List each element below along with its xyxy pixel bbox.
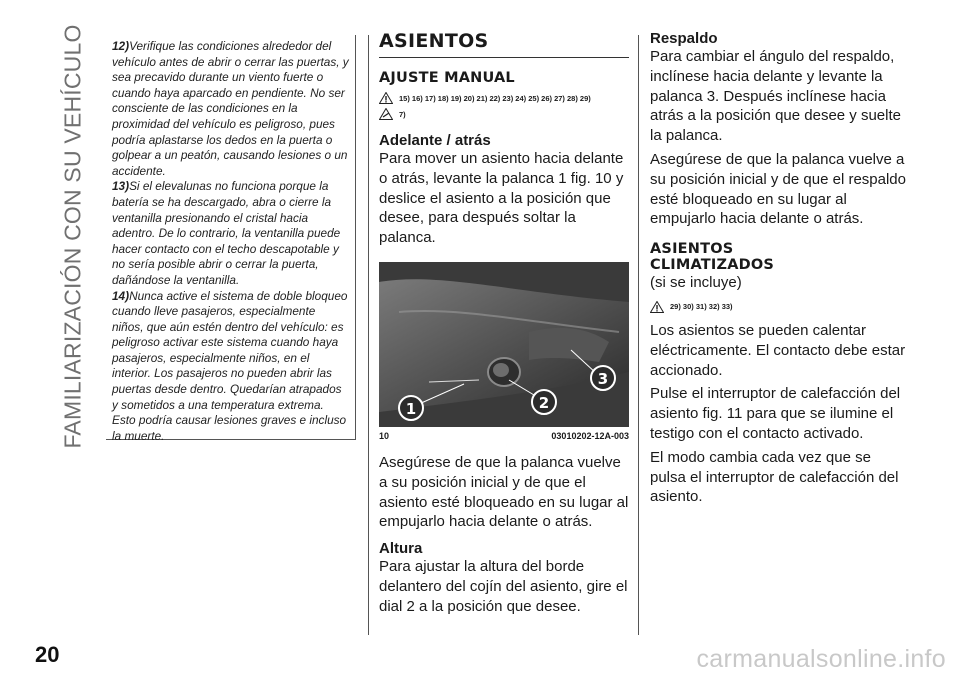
subsection-heading: AJUSTE MANUAL xyxy=(379,70,515,86)
warning-number: 12) xyxy=(112,39,130,53)
warning-note xyxy=(112,39,349,179)
watermark: carmanualsonline.info xyxy=(696,645,946,673)
figure-number: 10 xyxy=(379,430,390,441)
heated-seats-heading xyxy=(650,241,910,273)
warning-text: Si el elevalunas no funciona porque la batería se ha descargado, abra o cierre la ventanilla presionando el cristal hacia adentro. De lo contrario, la ventanilla puede hacer contacto con el techo descapotable y no sería posible abrir o cerrar la puerta, dañándose la ventanilla. xyxy=(112,179,341,287)
chapter-side-title xyxy=(58,23,88,449)
callout-2-label: 2 xyxy=(538,393,550,412)
warning-number: 14) xyxy=(112,288,130,303)
caution-refs xyxy=(379,108,629,120)
heated-seats-refs-text: 29) 30) 31) 32) 33) xyxy=(670,302,733,312)
caution-icon xyxy=(379,108,393,120)
backrest-and-heated-seats-column xyxy=(650,30,910,507)
heated-seats-text-1: Los asientos se pueden calentar eléctricamente. El contacto debe estar accionado. xyxy=(650,321,906,379)
adjust-forward-back-text-2: Asegúrese de que la palanca vuelve a su posición inicial y de que el asiento esté bloqueado en su lugar al empujarlo hacia delante o atrás. xyxy=(379,453,629,531)
section-heading: ASIENTOS xyxy=(379,30,629,58)
figure-caption xyxy=(379,431,629,441)
warning-notes-box xyxy=(106,35,356,443)
heated-seats-text-3: El modo cambia cada vez que se pulsa el interruptor de calefacción del asiento. xyxy=(650,448,899,506)
warning-triangle-icon xyxy=(650,301,664,313)
heated-seats-warning-refs xyxy=(650,301,910,313)
seat-lever-figure xyxy=(379,262,629,427)
backrest-text-1: Para cambiar el ángulo del respaldo, inclínese hacia delante y levante la palanca 3. Después inclínese hacia atrás a la posición que desee y suelte la palanca. xyxy=(650,48,901,145)
column-divider xyxy=(638,35,639,635)
seat-photo-illustration xyxy=(379,262,629,427)
warning-note xyxy=(112,179,349,288)
caution-refs-text: 7) xyxy=(399,109,406,119)
figure-code: 03010202-12A-003 xyxy=(551,430,629,441)
chapter-title-text: FAMILIARIZACIÓN CON SU VEHÍCULO xyxy=(59,23,86,449)
page-number: 20 xyxy=(35,642,60,667)
adjust-forward-back-text: Para mover un asiento hacia delante o atrás, levante la palanca 1 fig. 10 y deslice el asiento a la posición que desee, para después soltar la palanca. xyxy=(379,150,624,247)
heated-seats-heading-line2: CLIMATIZADOS xyxy=(650,257,775,274)
warning-number: 13) xyxy=(112,179,130,194)
adjust-forward-back-title: Adelante / atrás xyxy=(379,132,491,149)
warning-note xyxy=(112,289,349,445)
height-text: Para ajustar la altura del borde delantero del cojín del asiento, gire el dial 2 a la posición que desee. xyxy=(379,558,628,615)
seats-column xyxy=(379,30,629,617)
callout-1-label: 1 xyxy=(405,399,417,418)
warning-refs-text: 15) 16) 17) 18) 19) 20) 21) 22) 23) 24) 25) 26) 27) 28) 29) xyxy=(399,93,591,103)
heated-seats-note: (si se incluye) xyxy=(650,274,742,292)
heated-seats-text-2: Pulse el interruptor de calefacción del asiento fig. 11 para que se ilumine el testigo con el contacto activado. xyxy=(650,385,901,442)
backrest-text-2: Asegúrese de que la palanca vuelve a su posición inicial y de que el respaldo esté bloqueado en su lugar al empujarlo hacia delante o atrás. xyxy=(650,150,906,228)
warning-text: Verifique las condiciones alrededor del vehículo antes de abrir o cerrar las puertas, y sea precavido durante un viento fuerte o cuando haya aparcado en pendiente. No ser consciente de las condiciones en la proximidad del vehículo es peligroso, pues podría aplastarse los dedos en la puerta o golpear a un peatón, causando lesiones o un accidente. xyxy=(112,39,349,178)
column-divider xyxy=(368,35,369,635)
warning-text: Nunca active el sistema de doble bloqueo cuando lleve pasajeros, especialmente niños, que aún estén dentro del vehículo: es peligroso activar este sistema cuando haya pasajeros, especialmente niños, en el interior. Los pasajeros no pueden abrir las puertas desde dentro. Quedarían atrapados y sometidos a una temperatura extrema. Esto podría causar lesiones graves e incluso la muerte. xyxy=(112,288,348,443)
backrest-title: Respaldo xyxy=(650,30,718,47)
height-title: Altura xyxy=(379,540,423,558)
warning-refs xyxy=(379,92,629,104)
heated-seats-heading-line1: ASIENTOS xyxy=(650,241,734,258)
warning-triangle-icon xyxy=(379,92,393,104)
callout-3-label: 3 xyxy=(597,369,609,388)
